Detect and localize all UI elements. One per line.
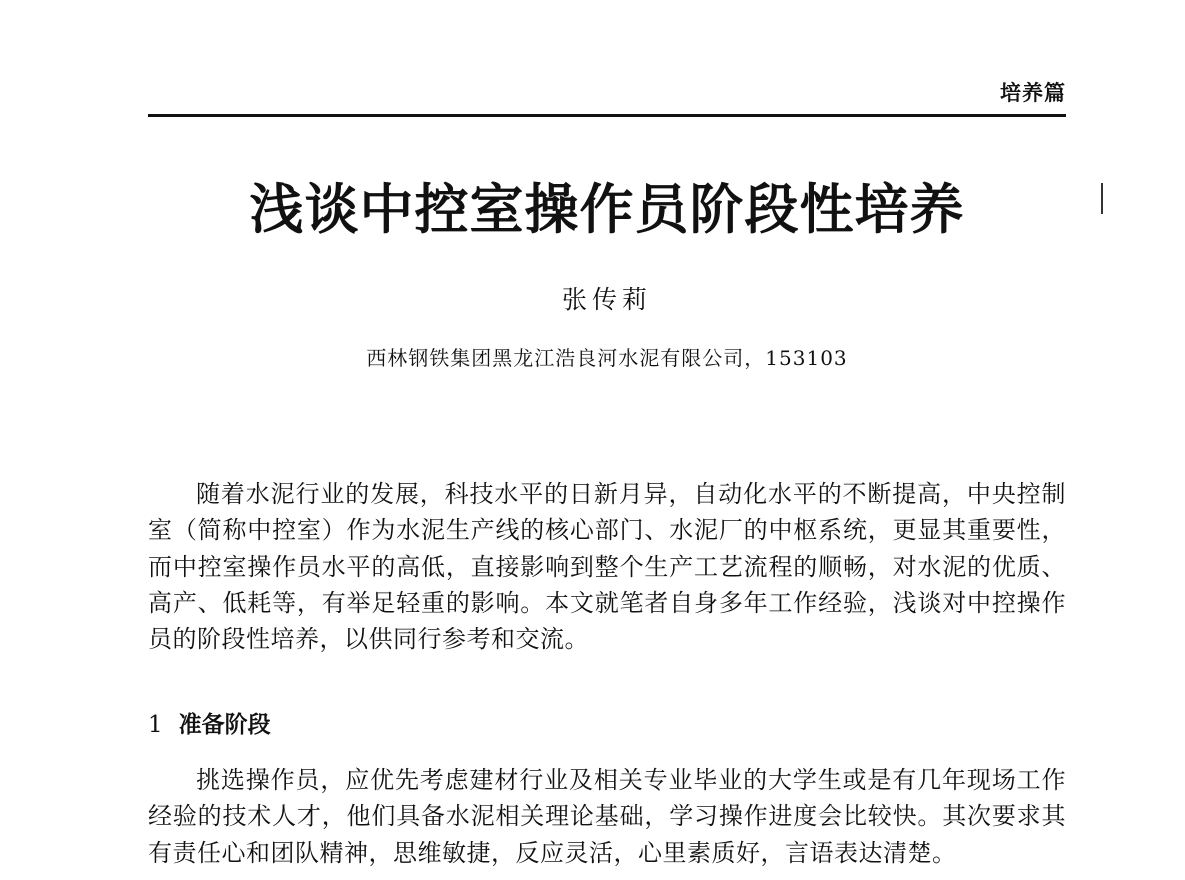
scan-edge-mark [1101, 183, 1103, 214]
author-affiliation: 西林钢铁集团黑龙江浩良河水泥有限公司，153103 [366, 346, 848, 370]
header-rule [148, 114, 1066, 117]
section-number: 1 [148, 712, 163, 738]
article-title: 浅谈中控室操作员阶段性培养 [249, 178, 965, 241]
section-tag: 培养篇 [1000, 81, 1066, 105]
author-name: 张传莉 [561, 285, 652, 314]
section-body-paragraph: 挑选操作员，应优先考虑建材行业及相关专业毕业的大学生或是有几年现场工作经验的技术人才，他们具备水泥相关理论基础，学习操作进度会比较快。其次要求其有责任心和团队精神，思维敏捷，反应灵活，心里素质好，言语表达清楚。 [148, 766, 1066, 867]
intro-paragraph: 随着水泥行业的发展，科技水平的日新月异，自动化水平的不断提高，中央控制室（简称中控室）作为水泥生产线的核心部门、水泥厂的中枢系统，更显其重要性，而中控室操作员水平的高低，直接影响到整个生产工艺流程的顺畅，对水泥的优质、高产、低耗等，有举足轻重的影响。本文就笔者自身多年工作经验，浅谈对中控操作员的阶段性培养，以供同行参考和交流。 [148, 480, 1066, 654]
section-heading [148, 707, 271, 743]
section-heading-text: 准备阶段 [178, 712, 271, 738]
